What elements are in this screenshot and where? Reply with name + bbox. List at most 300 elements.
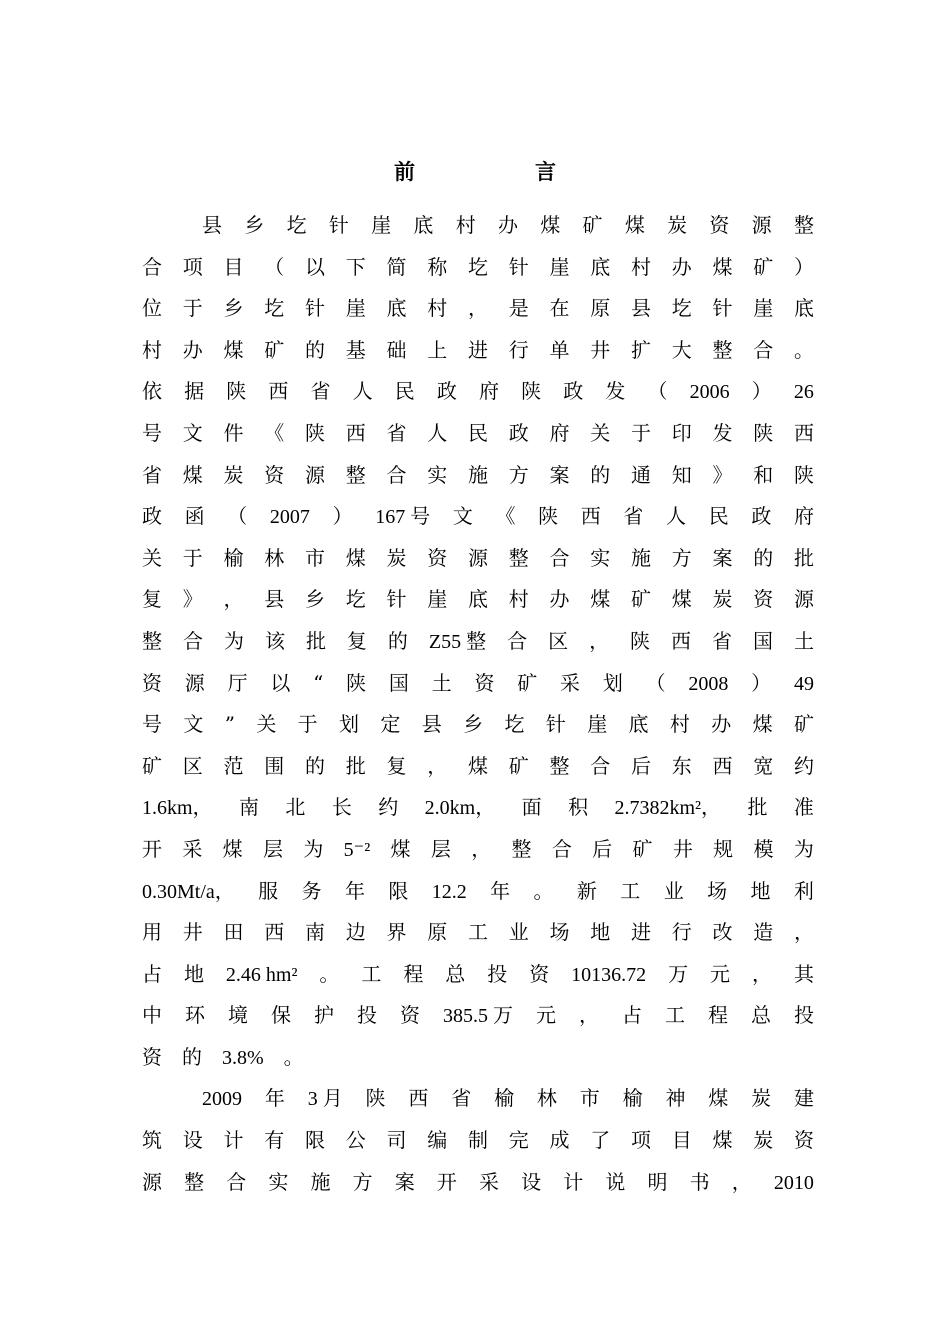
text-token: 上 xyxy=(427,337,448,362)
text-token: 167 号 xyxy=(375,506,431,529)
text-token: 2.7382km²， xyxy=(614,797,722,820)
text-token: 采 xyxy=(479,1169,499,1194)
text-token: 利 xyxy=(793,878,814,903)
text-token: 圪 xyxy=(504,712,525,737)
text-token: 陕 xyxy=(538,504,559,529)
text-token: 省 xyxy=(386,420,407,445)
text-token: 新 xyxy=(576,878,597,903)
text-token: 炭 xyxy=(386,545,407,570)
paragraph2-line xyxy=(142,1120,814,1162)
text-token: 编 xyxy=(427,1128,448,1153)
text-token: 模 xyxy=(753,836,774,861)
text-token: 区 xyxy=(548,628,569,653)
text-token: 实 xyxy=(268,1169,289,1194)
text-token: 合 xyxy=(549,545,570,570)
text-token: 人 xyxy=(352,379,373,404)
text-token: 煤 xyxy=(182,462,203,487)
text-token: 于 xyxy=(182,545,203,570)
text-token: 井 xyxy=(672,836,693,861)
text-token: 有 xyxy=(264,1128,285,1153)
text-token: 整 xyxy=(549,753,570,778)
text-token: 西 xyxy=(794,420,814,445)
text-token: 底 xyxy=(794,296,814,321)
text-token: 案 xyxy=(549,462,570,487)
text-token: 府 xyxy=(793,504,814,529)
text-token: 圪 xyxy=(286,213,307,237)
text-token: 投 xyxy=(794,1003,814,1028)
paragraph1-line xyxy=(142,205,814,247)
text-token: 发 xyxy=(605,379,626,404)
text-token: 陕 xyxy=(226,379,247,404)
text-token: 开 xyxy=(142,836,162,861)
text-token: 施 xyxy=(310,1169,331,1194)
text-token: 煤 xyxy=(468,753,488,778)
paragraph1-line xyxy=(142,288,814,330)
text-token: 民 xyxy=(394,379,415,404)
text-token: 范 xyxy=(223,753,244,778)
text-token: 资 xyxy=(400,1003,420,1028)
text-token: （ xyxy=(264,254,285,279)
text-token: 385.5 万 xyxy=(443,1005,513,1028)
text-token: 万 xyxy=(668,961,689,986)
text-token: 程 xyxy=(403,961,424,986)
text-token: 49 xyxy=(793,672,814,695)
text-token: 资 xyxy=(753,587,774,612)
text-token: 占 xyxy=(142,961,162,986)
text-token: 12.2 xyxy=(431,880,467,903)
text-token: 工 xyxy=(620,878,641,903)
text-token: 村 xyxy=(427,296,448,321)
text-token: 源 xyxy=(751,213,772,237)
text-token: 开 xyxy=(436,1169,457,1194)
paragraph1-line xyxy=(142,413,814,455)
text-token: 针 xyxy=(386,587,407,612)
text-token: 知 xyxy=(671,462,692,487)
text-token: 工 xyxy=(665,1003,685,1028)
text-token: 针 xyxy=(545,712,566,737)
text-token: 府 xyxy=(479,379,499,404)
text-token: 矿 xyxy=(517,670,538,695)
text-token: 为 xyxy=(303,836,324,861)
text-token: 炭 xyxy=(751,1086,772,1111)
text-token: 针 xyxy=(305,296,325,321)
paragraph1-line xyxy=(142,496,814,538)
text-token: （ xyxy=(645,670,666,695)
text-token: 境 xyxy=(228,1003,248,1028)
text-token: 定 xyxy=(380,712,401,737)
text-token: 整 xyxy=(793,213,814,237)
text-token: 设 xyxy=(521,1169,542,1194)
text-token: 行 xyxy=(508,337,529,362)
text-token: 积 xyxy=(568,795,589,820)
text-token: 该 xyxy=(264,628,285,653)
text-token: 约 xyxy=(378,795,399,820)
text-token: 圪 xyxy=(468,254,488,279)
text-token: ） xyxy=(751,379,772,404)
text-token: 准 xyxy=(793,795,814,820)
paragraph1-line xyxy=(142,704,814,746)
text-token: 。 xyxy=(533,878,554,903)
text-token: 煤 xyxy=(590,587,611,612)
text-token: 人 xyxy=(427,420,448,445)
text-token: 矿 xyxy=(264,337,285,362)
text-token: 和 xyxy=(753,462,774,487)
text-token: 整 xyxy=(712,337,733,362)
text-token: 西 xyxy=(671,628,692,653)
text-token: 案 xyxy=(394,1169,415,1194)
text-token: 省 xyxy=(712,628,733,653)
text-token: 陕 xyxy=(346,670,367,695)
text-token: 总 xyxy=(751,1003,771,1028)
text-token: 的 xyxy=(305,753,325,778)
text-token: Z55 整 xyxy=(428,630,487,653)
text-token: 限 xyxy=(305,1128,325,1153)
text-token: 林 xyxy=(536,1086,557,1111)
text-token: 年 xyxy=(344,878,365,903)
text-token: 实 xyxy=(590,545,611,570)
text-token: 合 xyxy=(226,1169,247,1194)
text-token: 煤 xyxy=(712,1128,733,1153)
text-token: 批 xyxy=(305,628,326,653)
text-token: 政 xyxy=(142,504,162,529)
text-token: 文 xyxy=(183,712,204,737)
text-token: 矿 xyxy=(582,213,603,237)
text-token: 人 xyxy=(666,504,687,529)
paragraph1-line xyxy=(142,746,814,788)
text-token: 占 xyxy=(622,1003,642,1028)
text-token: 矿 xyxy=(632,836,653,861)
text-token: 于 xyxy=(297,712,318,737)
text-token: 村 xyxy=(455,213,476,237)
text-token: 源 xyxy=(305,462,325,487)
text-token: 办 xyxy=(711,712,732,737)
text-token: 圪 xyxy=(345,587,366,612)
text-token: 造 xyxy=(753,920,774,945)
text-token: 层 xyxy=(430,836,451,861)
paragraph2-line xyxy=(142,1162,814,1204)
text-token: 整 xyxy=(508,545,529,570)
text-token: 的 xyxy=(590,462,611,487)
text-token: 底 xyxy=(628,712,649,737)
text-token: 场 xyxy=(707,878,728,903)
text-token: 用 xyxy=(142,920,162,945)
text-token: 2010 xyxy=(773,1171,814,1194)
text-token: 区 xyxy=(182,753,203,778)
text-token: ） xyxy=(751,670,772,695)
text-token: 10136.72 xyxy=(571,963,647,986)
text-token: 陕 xyxy=(365,1086,386,1111)
text-token: 《 xyxy=(495,504,516,529)
text-token: 是 xyxy=(508,296,529,321)
text-token: 整 xyxy=(184,1169,205,1194)
text-token: 西 xyxy=(712,753,733,778)
text-token: 整 xyxy=(345,462,366,487)
text-token: 称 xyxy=(427,254,448,279)
text-token: 行 xyxy=(671,920,692,945)
text-token: 面 xyxy=(521,795,542,820)
text-token: 方 xyxy=(671,545,692,570)
text-token: 施 xyxy=(631,545,651,570)
text-token: 司 xyxy=(386,1128,407,1153)
text-token: 国 xyxy=(388,670,409,695)
text-token: 井 xyxy=(590,337,611,362)
text-token: 西 xyxy=(268,379,289,404)
text-token: 成 xyxy=(549,1128,570,1153)
text-token: 煤 xyxy=(752,712,773,737)
text-token: 西 xyxy=(264,920,285,945)
text-token: 复 xyxy=(346,628,367,653)
text-token: 省 xyxy=(142,462,162,487)
text-token: 煤 xyxy=(624,213,645,237)
text-token: 陕 xyxy=(630,628,651,653)
text-token: 矿 xyxy=(142,753,162,778)
text-token: 地 xyxy=(590,920,611,945)
text-token: 政 xyxy=(563,379,584,404)
text-token: 2007 xyxy=(269,506,310,529)
text-token: 目 xyxy=(223,254,244,279)
text-token: 方 xyxy=(352,1169,373,1194)
text-token: 筑 xyxy=(142,1128,162,1153)
text-token: 其 xyxy=(793,961,814,986)
text-token: ， xyxy=(468,296,488,321)
title-char-2: 言 xyxy=(535,159,556,184)
text-token: 崖 xyxy=(345,296,366,321)
text-token: 煤 xyxy=(345,545,366,570)
text-token: 井 xyxy=(182,920,203,945)
text-token: 复 xyxy=(386,753,407,778)
text-token: 办 xyxy=(497,213,518,237)
text-token: 源 xyxy=(468,545,488,570)
text-token: 陕 xyxy=(794,462,814,487)
text-token: 南 xyxy=(305,920,325,945)
paragraph1-line xyxy=(142,829,814,871)
text-token: ， xyxy=(589,628,610,653)
text-token: 底 xyxy=(590,254,611,279)
text-token: 位 xyxy=(142,296,162,321)
text-token: 工 xyxy=(468,920,488,945)
text-token: 资 xyxy=(142,1044,162,1069)
text-token: 县 xyxy=(421,712,442,737)
text-token: 省 xyxy=(623,504,644,529)
text-token: 市 xyxy=(579,1086,600,1111)
text-token: 的 xyxy=(182,1044,202,1069)
text-token: 为 xyxy=(223,628,244,653)
text-token: 省 xyxy=(451,1086,472,1111)
text-token: 的 xyxy=(305,337,325,362)
text-token: 针 xyxy=(508,254,529,279)
text-token: 函 xyxy=(184,504,205,529)
text-token: 长 xyxy=(331,795,352,820)
title-char-1: 前 xyxy=(394,159,415,184)
text-token: 复 xyxy=(142,587,162,612)
paragraph1-line xyxy=(142,538,814,580)
text-token: 民 xyxy=(708,504,729,529)
text-token: 林 xyxy=(264,545,285,570)
paragraph1-line xyxy=(142,579,814,621)
text-token: 崖 xyxy=(753,296,774,321)
text-token: 3 月 xyxy=(307,1088,343,1111)
text-token: 合 xyxy=(551,836,572,861)
text-token: 源 xyxy=(184,670,205,695)
text-token: 》 xyxy=(712,462,733,487)
text-token: 施 xyxy=(468,462,488,487)
text-token: 东 xyxy=(671,753,692,778)
text-token: 崖 xyxy=(549,254,570,279)
text-token: 设 xyxy=(182,1128,203,1153)
text-token: 针 xyxy=(328,213,349,237)
text-token: 为 xyxy=(793,836,814,861)
paragraph1-line xyxy=(142,1037,814,1079)
text-token: 界 xyxy=(386,920,407,945)
text-token: ， xyxy=(579,1003,599,1028)
text-token: 文 xyxy=(452,504,473,529)
text-token: 项 xyxy=(182,254,203,279)
text-token: 简 xyxy=(386,254,407,279)
text-token: 宽 xyxy=(753,753,774,778)
text-token: 煤 xyxy=(712,254,733,279)
text-token: 2.46 hm² xyxy=(225,963,298,986)
text-token: 整 xyxy=(142,628,162,653)
text-token: ， xyxy=(223,587,244,612)
text-token: 崖 xyxy=(371,213,392,237)
text-token: 26 xyxy=(793,381,814,404)
text-token: 划 xyxy=(339,712,360,737)
text-token: 西 xyxy=(345,420,366,445)
text-token: 计 xyxy=(563,1169,584,1194)
text-token: 资 xyxy=(709,213,730,237)
text-token: 合 xyxy=(753,337,774,362)
text-token: 据 xyxy=(184,379,205,404)
text-token: 制 xyxy=(468,1128,488,1153)
text-token: 地 xyxy=(750,878,771,903)
text-token: 矿 xyxy=(631,587,651,612)
text-token: 炭 xyxy=(753,1128,774,1153)
text-token: 煤 xyxy=(540,213,561,237)
text-token: 3.8% xyxy=(222,1046,264,1069)
text-token: 陕 xyxy=(753,420,774,445)
text-token: 》 xyxy=(182,587,203,612)
text-token: 书 xyxy=(689,1169,710,1194)
text-token: 矿 xyxy=(753,254,774,279)
text-token: 源 xyxy=(142,1169,162,1194)
text-token: 后 xyxy=(631,753,651,778)
text-token: 投 xyxy=(487,961,508,986)
text-token: 围 xyxy=(264,753,285,778)
paragraph1-line xyxy=(142,455,814,497)
text-token: 资 xyxy=(529,961,550,986)
text-token: 村 xyxy=(508,587,529,612)
text-token: 批 xyxy=(794,545,814,570)
text-token: 完 xyxy=(508,1128,529,1153)
text-token: 公 xyxy=(345,1128,366,1153)
text-token: 县 xyxy=(631,296,651,321)
page-title xyxy=(0,156,950,186)
text-token: 底 xyxy=(468,587,488,612)
text-token: 政 xyxy=(508,420,529,445)
text-token: 投 xyxy=(357,1003,377,1028)
text-token: 西 xyxy=(580,504,601,529)
text-token: 陕 xyxy=(305,420,325,445)
text-token: 场 xyxy=(549,920,570,945)
text-token: 圪 xyxy=(264,296,285,321)
text-token: 关 xyxy=(142,545,162,570)
text-token: ， xyxy=(794,920,814,945)
text-token: 关 xyxy=(590,420,611,445)
text-token: 件 xyxy=(223,420,244,445)
text-token: 矿 xyxy=(793,712,814,737)
text-token: 资 xyxy=(264,462,285,487)
text-token: ” xyxy=(224,712,235,737)
body-text xyxy=(142,205,814,1203)
text-token: ， xyxy=(752,961,772,986)
text-token: 0.30Mt/a， xyxy=(142,880,235,903)
text-token: 印 xyxy=(671,420,692,445)
text-token: 以 xyxy=(305,254,325,279)
text-token: （ xyxy=(227,504,248,529)
text-token: ， xyxy=(731,1169,752,1194)
paragraph1-line xyxy=(142,871,814,913)
text-token: 于 xyxy=(631,420,651,445)
text-token: 工 xyxy=(361,961,382,986)
text-token: 明 xyxy=(647,1169,668,1194)
text-token: 土 xyxy=(793,628,814,653)
text-token: 元 xyxy=(536,1003,556,1028)
text-token: 方 xyxy=(508,462,529,487)
text-token: 在 xyxy=(549,296,570,321)
text-token: 《 xyxy=(264,420,285,445)
text-token: 合 xyxy=(507,628,528,653)
text-token: 单 xyxy=(549,337,570,362)
text-token: 政 xyxy=(436,379,457,404)
text-token: 采 xyxy=(182,836,203,861)
text-token: （ xyxy=(647,379,668,404)
text-token: 建 xyxy=(793,1086,814,1111)
text-token: 年 xyxy=(490,878,511,903)
paragraph1-line xyxy=(142,330,814,372)
text-token: 限 xyxy=(388,878,409,903)
text-token: 资 xyxy=(794,1128,814,1153)
text-token: 2008 xyxy=(688,672,729,695)
paragraph1-line xyxy=(142,663,814,705)
paragraph1-line xyxy=(142,787,814,829)
text-token: 煤 xyxy=(222,836,243,861)
text-token: 扩 xyxy=(631,337,651,362)
text-token: 。 xyxy=(794,337,814,362)
text-token: 2006 xyxy=(689,381,730,404)
text-token: 。 xyxy=(283,1044,304,1069)
text-token: 目 xyxy=(671,1128,692,1153)
text-token: 保 xyxy=(271,1003,291,1028)
text-token: 说 xyxy=(605,1169,626,1194)
text-token: 榆 xyxy=(622,1086,643,1111)
text-token: 1.6km， xyxy=(142,797,213,820)
paragraph1-line xyxy=(142,371,814,413)
text-token: 神 xyxy=(665,1086,686,1111)
text-token: 的 xyxy=(753,545,774,570)
text-token: 合 xyxy=(590,753,611,778)
text-token: 下 xyxy=(345,254,366,279)
text-token: 乡 xyxy=(305,587,325,612)
text-token: 南 xyxy=(238,795,259,820)
text-token: ） xyxy=(332,504,353,529)
text-token: 。 xyxy=(319,961,340,986)
text-token: 村 xyxy=(669,712,690,737)
text-token: 乡 xyxy=(223,296,244,321)
paragraph1-line xyxy=(142,247,814,289)
text-token: 崖 xyxy=(587,712,608,737)
text-token: 整 xyxy=(511,836,532,861)
text-token: 底 xyxy=(413,213,434,237)
